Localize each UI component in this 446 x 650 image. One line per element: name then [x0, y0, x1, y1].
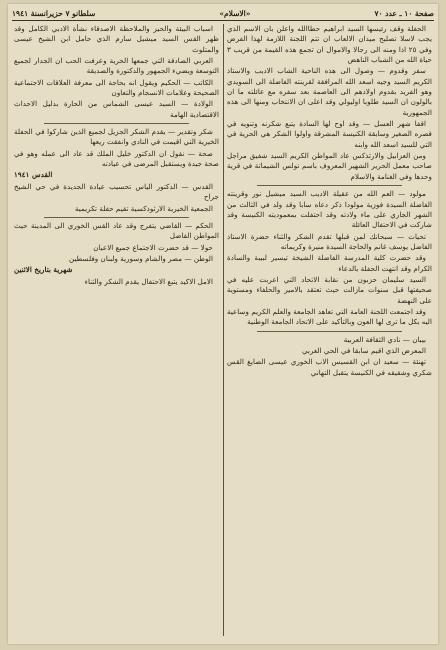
article-paragraph: الولادة — السيد عيسى الشماس من الحارة بدليل الاحداث الاقتصادية الهامة	[14, 99, 219, 119]
article-paragraph: العربي الصادقة التي جمعها الحرية وعرفت الحب ان الجدار لجميع التوسعة ويضيء الجمهور والدكتورة والصديقة	[14, 56, 219, 76]
header-page-number: صفحة ١٠ ـ عدد ٧٠	[374, 8, 434, 18]
article-paragraph: اقفا شهر العسل — وقد اوح لها السادة يتبع شكرنه وتنويه في قصره الصغير وسابقة الكنيسة المشرقة واولوا الشكر هي الحرية في التي للسيد اسعد الله وابنه	[227, 119, 432, 149]
page-header	[12, 6, 434, 21]
article-paragraph: مولود — العم الله من عقيلة الاديب السيد ميشيل نور وقرينته الفاضلة السيدة فوزية مولودا ذكر دعاه سابا وقد ولد في الثالث من الشهر الجاري على ماء ولادته وقد احتفلت بمعموديته الكنيسة وقد شاركت في الاحتفال العائلة	[227, 189, 432, 230]
article-paragraph: الجمعية الخيرية الارثوذكسية تقيم حفلة تكريمية	[74, 203, 213, 213]
left-column	[14, 24, 219, 636]
article-paragraph: الامل الاكيد يتبع الاحتفال يقدم الشكر والثناء	[84, 276, 213, 286]
section-divider	[44, 123, 189, 124]
article-paragraph: ومن العزابيل والارثذكس عاد المواطن الكريم السيد شفيق مراجل صاحب معمل الحرير الشهير المعروف باسم تولس الشيماتة في قرية وحدها وفي الغنامة والاسلام	[227, 151, 432, 181]
section-divider	[257, 331, 402, 332]
article-paragraph: وقد حضرت كلية المدرسة الفاضلة الشيخة تيسير لبيبة والسادة الكرام وقد انتهت الحفلة بالدعاء	[227, 253, 432, 273]
article-paragraph: الحكم — القاضي يتفرج وقد عاد القس الخوري الى المدينة حيث المواطن الفاضل	[14, 220, 219, 241]
article-paragraph: الكاتب — الحكيم ويقول انه بحاجة الى معرفة العلاقات الاجتماعية الصحيحة وعلامات الانسجام والتعاون	[14, 77, 219, 98]
article-paragraph: بيبان — نادي الثقافة العربية	[343, 334, 426, 344]
article-paragraph: تحيات — سبحانك لمن قبلها تقدم الشكر والثناء حضرة الاستاذ الفاضل يوسف غانم والحاجة السيدة منيرة وكريماته	[227, 231, 432, 251]
article-paragraph: تهنئة — سعيد ان ابن القسيس الاب الخوري عيسى الصايغ القس شكري وشقيقه في الكنيسة يتقبل التهاني	[227, 357, 432, 377]
section-divider	[257, 185, 402, 186]
column-divider	[223, 24, 224, 636]
article-paragraph: وقد اجتمعت اللجنة العامة التي تعاهد الجامعة والعلم الكريم وساعية اليه بكل ما ترى لها العون وبالتأكيد على الاتحاد الجامعة الوطنية	[227, 306, 432, 327]
section-divider	[44, 217, 189, 218]
article-paragraph: حولا — قد حضرت الاجتماع جميع الاعيان	[93, 242, 213, 252]
article-paragraph: المعرض الذي اقيم سابقا في الحي الغربي	[301, 345, 426, 355]
dateline: شهرية بتاريخ الاثنين	[14, 265, 73, 275]
right-column	[227, 24, 432, 636]
article-paragraph: سفر وقدوم — وصول الى هذه الناحية الشاب الاديب والاستاذ الكريم السيد وجيه اسعد الله المرافقة لقرينته الفاضلة الى السويدي وهو الفريد بقدوم اولادهم الى العاصمة بعد سفره مع عائلته ما ان بالولون ان السيد طلوبا اوليولي وقد اعلى ان الانتخاب ومنها الى هذه الجمهورية	[227, 66, 432, 117]
article-paragraph: اسباب البيئة والحيز والملاحظة الاصدقاء نشأة الادبي الكامل وقد ظهر القس السيد ميشيل سارم الذي حامل ابن الشيخ عيسى والمتلوث	[14, 24, 219, 54]
article-paragraph: الوطن — مصر والشام وسورية ولبنان وفلسطين	[69, 253, 213, 263]
newspaper-page	[8, 4, 438, 644]
article-paragraph: شكر وتقدير — يقدم الشكر الجزيل لجميع الذين شاركوا في الحفلة الخيرية التي اقيمت في النادي وانفقت ريعها	[14, 127, 219, 147]
article-paragraph: الحفلة وقف رئيسها السيد ابراهيم حطاالله واعلن بان الاسم الذي يجب لاسلا تصليح ميدان الالعاب ان تتم اللجنة اللازمة لهذا الفرض وفي ٢٥ اذا ومنه الى رجالا والاموال ان تجمع هذه القيمة من قريب ٣ حياة الله من الشباب الناهض	[227, 24, 432, 65]
header-title: «الاسلام»	[219, 8, 251, 18]
dateline: القدس ١٩٤١	[14, 170, 53, 180]
article-paragraph: السيد سليمان حزبون من نقابة الاتحاد التي اعربت عليه في صحيفتها قبل سنوات مازالت حيث تعتقد بالامير والحلفاء ومستوية على النهضة	[227, 274, 432, 305]
header-date: سلطانو ٧ حزيرانسنة ١٩٤١	[12, 8, 96, 18]
article-paragraph: القدس — الدكتور الياس تحسيب عيادة الجديدة في حي الشيخ جراح	[14, 181, 219, 202]
article-paragraph: صحة — نقول ان الدكتور خليل الملك قد عاد الى عمله وهو في صحة جيدة ويستقبل المرضى في عيادته	[14, 148, 219, 169]
